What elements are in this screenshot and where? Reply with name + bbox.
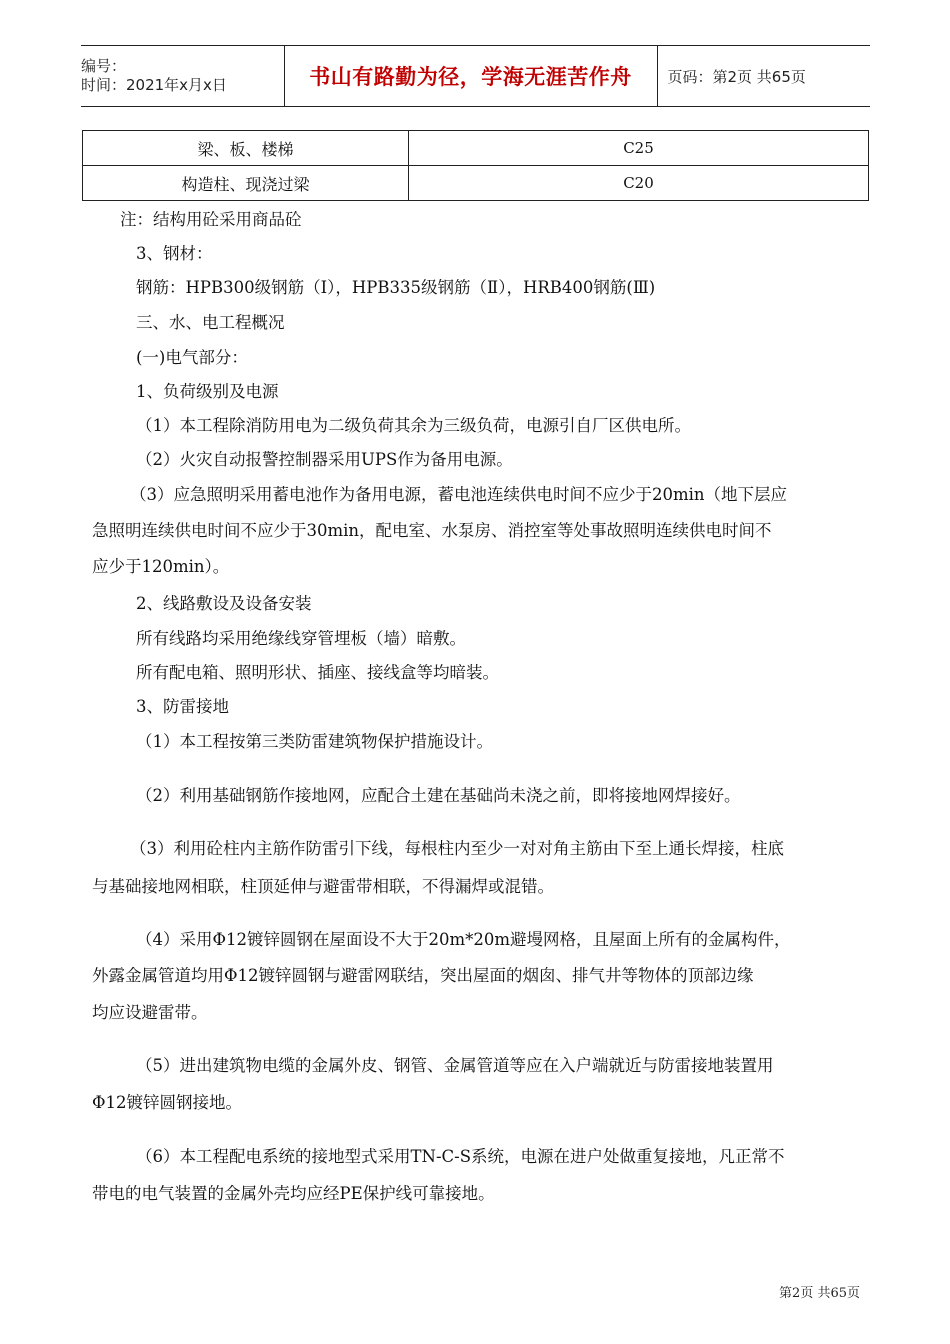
header-page-number: 页码：第2页 共65页: [657, 46, 870, 107]
lightning-item-4-line-2: 外露金属管道均用Φ12镀锌圆钢与避雷网联结，突出屋面的烟囱、排气井等物体的顶部边缘: [92, 966, 754, 985]
header-motto: 书山有路勤为径，学海无涯苦作舟: [309, 65, 632, 89]
page-header: [81, 45, 870, 107]
table-cell-grade: C20: [409, 166, 869, 201]
table-cell-member: 构造柱、现浇过梁: [83, 166, 409, 201]
load-item-1: （1）本工程除消防用电为二级负荷其余为三级负荷，电源引自厂区供电所。: [136, 416, 691, 435]
lightning-item-4-line-1: （4）采用Φ12镀锌圆钢在屋面设不大于20m*20m避墁网格，且屋面上所有的金属构件，: [136, 930, 791, 949]
load-item-3-line-2: 急照明连续供电时间不应少于30min，配电室、水泵房、消控室等处事故照明连续供电时间不: [92, 521, 772, 540]
load-item-3-line-3: 应少于120min）。: [92, 557, 230, 576]
page-footer-number: 第2页 共65页: [779, 1286, 860, 1301]
concrete-grade-table: [82, 130, 869, 201]
lightning-item-3-line-2: 与基础接地网相联，柱顶延伸与避雷带相联，不得漏焊或混错。: [92, 877, 554, 896]
subsection-heading: (一)电气部分：: [136, 348, 248, 367]
table-cell-member: 梁、板、楼梯: [83, 131, 409, 166]
concrete-note: 注：结构用砼采用商品砼: [120, 210, 302, 229]
lightning-item-2: （2）利用基础钢筋作接地网，应配合土建在基础尚未浇之前，即将接地网焊接好。: [136, 786, 741, 805]
table-row: [83, 166, 869, 201]
header-motto-cell: [284, 46, 657, 107]
lightning-item-6-line-2: 带电的电气装置的金属外壳均应经PE保护线可靠接地。: [92, 1184, 495, 1203]
lightning-item-3-line-1: （3）利用砼柱内主筋作防雷引下线，每根柱内至少一对对角主筋由下至上通长焊接，柱底: [130, 839, 784, 858]
wiring-heading: 2、线路敷设及设备安装: [136, 594, 312, 613]
section-heading: 三、水、电工程概况: [136, 313, 285, 332]
wiring-item-1: 所有线路均采用绝缘线穿管埋板（墙）暗敷。: [136, 629, 466, 648]
header-meta: [81, 46, 284, 107]
lightning-heading: 3、防雷接地: [136, 697, 229, 716]
lightning-item-4-line-3: 均应设避雷带。: [92, 1003, 208, 1022]
lightning-item-5-line-2: Φ12镀锌圆钢接地。: [92, 1093, 243, 1112]
document-number-label: 编号：: [81, 57, 127, 75]
table-row: [83, 131, 869, 166]
steel-detail: 钢筋：HPB300级钢筋（Ⅰ），HPB335级钢筋（Ⅱ），HRB400钢筋(Ⅲ): [136, 278, 656, 297]
lightning-item-1: （1）本工程按第三类防雷建筑物保护措施设计。: [136, 732, 493, 751]
lightning-item-6-line-1: （6）本工程配电系统的接地型式采用TN-C-S系统，电源在进户处做重复接地，凡正常不: [136, 1147, 785, 1166]
load-item-2: （2）火灾自动报警控制器采用UPS作为备用电源。: [136, 450, 513, 469]
table-cell-grade: C25: [409, 131, 869, 166]
steel-heading: 3、钢材：: [136, 244, 213, 263]
load-item-3-line-1: （3）应急照明采用蓄电池作为备用电源，蓄电池连续供电时间不应少于20min（地下层应: [130, 485, 788, 504]
load-heading: 1、负荷级别及电源: [136, 382, 279, 401]
document-date-label: 时间：2021年x月x日: [81, 76, 227, 94]
lightning-item-5-line-1: （5）进出建筑物电缆的金属外皮、钢管、金属管道等应在入户端就近与防雷接地装置用: [136, 1056, 774, 1075]
wiring-item-2: 所有配电箱、照明形状、插座、接线盒等均暗装。: [136, 663, 499, 682]
